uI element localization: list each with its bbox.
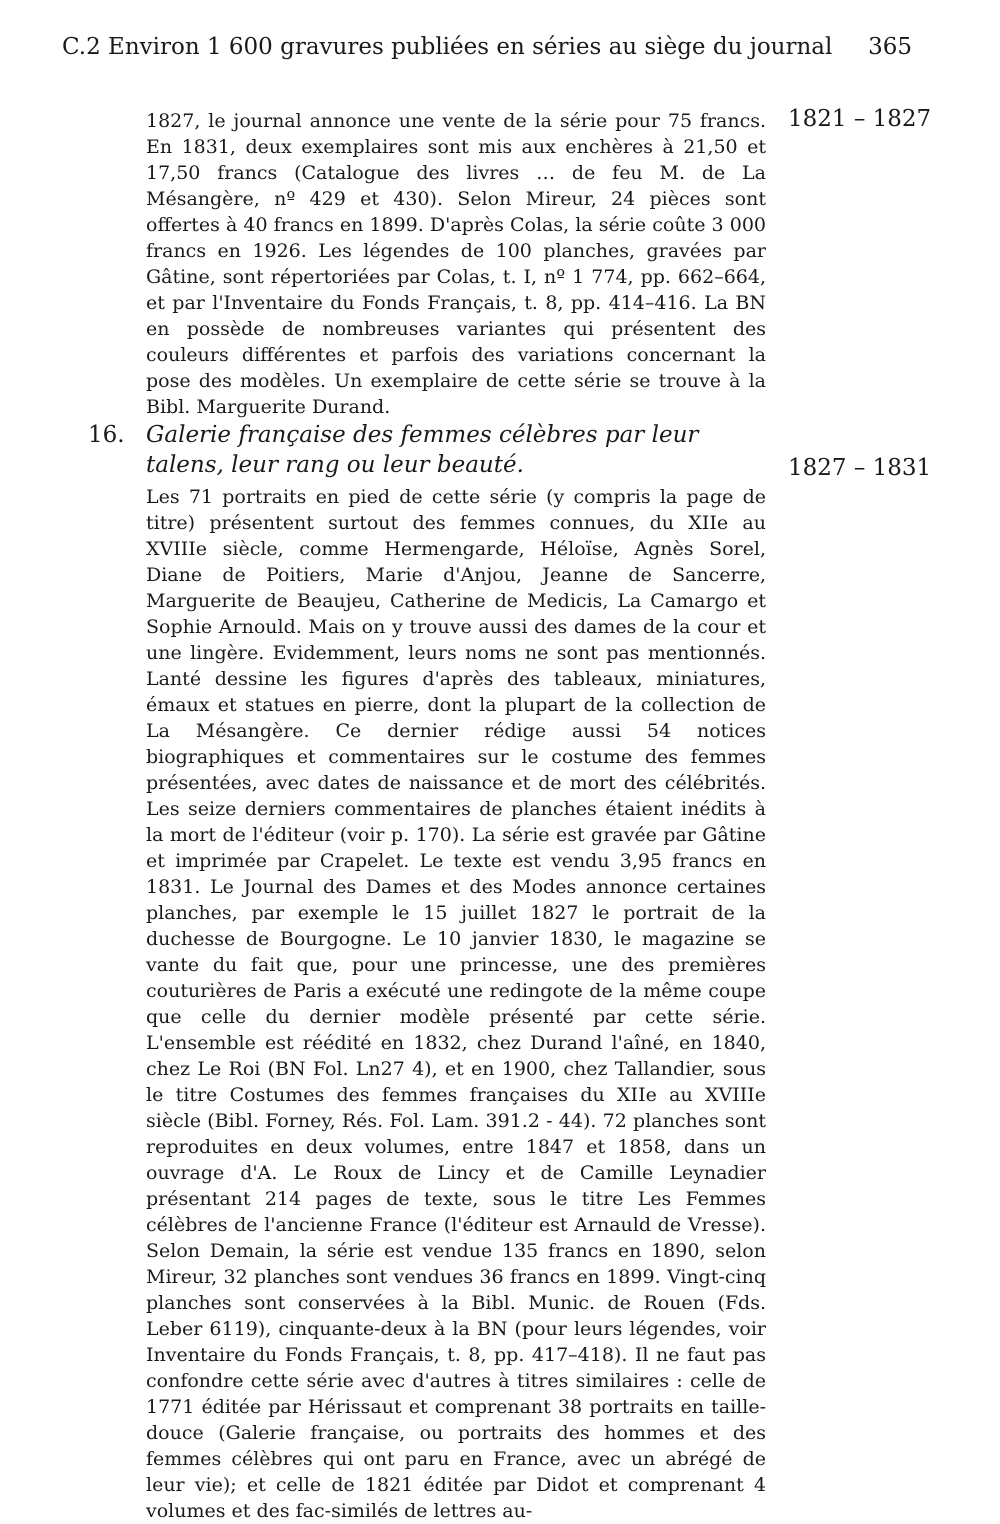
- entry-prev-body: [146, 108, 766, 420]
- page-number: 365: [868, 34, 912, 60]
- entry-prev-text: 1827, le journal annonce une vente de la série pour 75 francs. En 1831, deux exemplaires sont mis aux enchères à 21,50 et 17,50 francs (Catalogue des livres … de feu M. de La Mésangère, nº 429 et 430). Selon Mireur, 24 pièces sont offertes à 40 francs en 1899. D'après Colas, la série coûte 3 000 francs en 1926. Les légendes de 100 planches, gravées par Gâtine, sont répertoriées par Colas, t. I, nº 1 774, pp. 662–664, et par l'Inventaire du Fonds Français, t. 8, pp. 414–416. La BN en possède de nombreuses variantes qui présentent des couleurs différentes et parfois des variations concernant la pose des modèles. Un exemplaire de cette série se trouve à la Bibl. Marguerite Durand.: [146, 110, 766, 418]
- entry-title: Galerie française des femmes célèbres par leur talens, leur rang ou leur beauté.: [146, 422, 699, 478]
- entry-16-dates: 1827 – 1831: [788, 455, 932, 481]
- entry-16-text: Les 71 portraits en pied de cette série (y compris la page de titre) présentent surtout des femmes connues, du XIIe au XVIIIe siècle, comme Hermengarde, Héloïse, Agnès Sorel, Diane de Poitiers, Marie d'Anjou, Jeanne de Sancerre, Marguerite de Beaujeu, Catherine de Medicis, La Camargo et Sophie Arnould. Mais on y trouve aussi des dames de la cour et une lingère. Evidemment, leurs noms ne sont pas mentionnés. Lanté dessine les figures d'après des tableaux, miniatures, émaux et statues en pierre, dont la plupart de la collection de La Mésangère. Ce dernier rédige aussi 54 notices biographiques et commentaires sur le costume des femmes présentées, avec dates de naissance et de mort des célébrités. Les seize derniers commentaires de planches étaient inédits à la mort de l'éditeur (voir p. 170). La série est gravée par Gâtine et imprimée par Crapelet. Le texte est vendu 3,95 francs en 1831. Le Journal des Dames et des Modes annonce certaines planches, par exemple le 15 juillet 1827 le portrait de la duchesse de Bourgogne. Le 10 janvier 1830, le magazine se vante du fait que, pour une princesse, une des premières couturières de Paris a exécuté une redingote de la même coupe que celle du dernier modèle présenté par cette série. L'ensemble est réédité en 1832, chez Durand l'aîné, en 1840, chez Le Roi (BN Fol. Ln27 4), et en 1900, chez Tallandier, sous le titre Costumes des femmes françaises du XIIe au XVIIIe siècle (Bibl. Forney, Rés. Fol. Lam. 391.2 - 44). 72 planches sont reproduites en deux volumes, entre 1847 et 1858, dans un ouvrage d'A. Le Roux de Lincy et de Camille Leynadier présentant 214 pages de texte, sous le titre Les Femmes célèbres de l'ancienne France (l'éditeur est Arnauld de Vresse). Selon Demain, la série est vendue 135 francs en 1890, selon Mireur, 32 planches sont vendues 36 francs en 1899. Vingt-cinq planches sont conservées à la Bibl. Munic. de Rouen (Fds. Leber 6119), cinquante-deux à la BN (pour leurs légendes, voir Inventaire du Fonds Français, t. 8, pp. 417–418). Il ne faut pas confondre cette série avec d'autres à titres similaires : celle de 1771 éditée par Hérissaut et comprenant 38 portraits en taille-douce (Galerie française, ou portraits des hommes et des femmes célèbres qui ont paru en France, avec un abrégé de leur vie); et celle de 1821 éditée par Didot et comprenant 4 volumes et des fac-similés de lettres au-: [146, 486, 766, 1522]
- entry-16: [146, 420, 766, 1524]
- entry-prev-dates: 1821 – 1827: [788, 106, 932, 132]
- entry-16-body: [146, 484, 766, 1524]
- entry-number: 16.: [88, 422, 125, 448]
- running-title: C.2 Environ 1 600 gravures publiées en séries au siège du journal: [62, 34, 833, 60]
